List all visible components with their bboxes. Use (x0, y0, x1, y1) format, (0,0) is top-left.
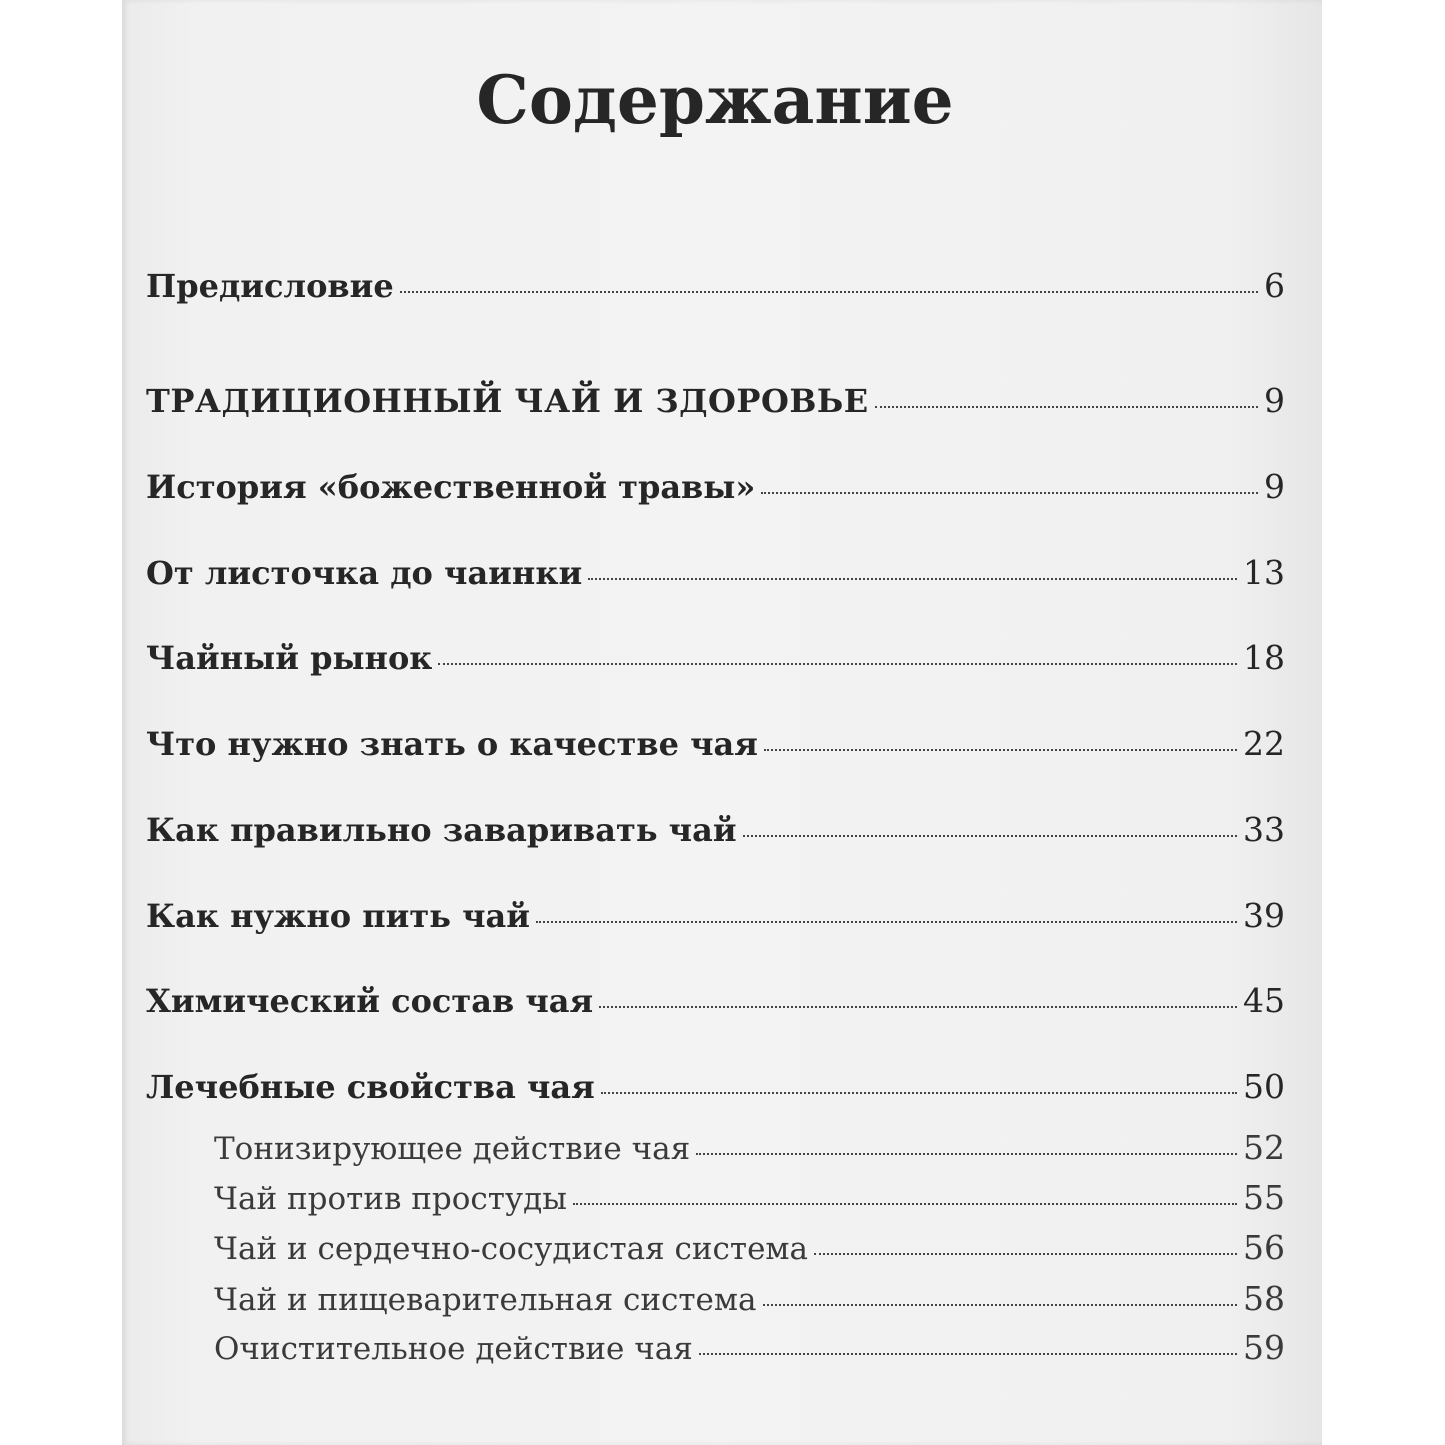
toc-page-number: 33 (1243, 810, 1285, 849)
toc-entry-healing (146, 1067, 1285, 1106)
dot-leader (814, 1253, 1237, 1255)
dot-leader (764, 749, 1237, 751)
toc-entry-history (146, 467, 1285, 506)
toc-page-number: 50 (1243, 1067, 1285, 1106)
toc-page-number: 45 (1243, 981, 1285, 1020)
toc-entry-label: Чайный рынок (146, 639, 433, 677)
toc-page-number: 6 (1264, 266, 1285, 305)
toc-entry-brewing (146, 810, 1285, 849)
toc-entry-section-traditional-tea (146, 381, 1285, 420)
dot-leader (588, 578, 1237, 580)
toc-entry-label: Химический состав чая (146, 982, 594, 1020)
dot-leader (400, 291, 1258, 293)
dot-leader (601, 1092, 1237, 1094)
toc-entry-label: Тонизирующее действие чая (214, 1131, 691, 1167)
dot-leader (699, 1353, 1237, 1355)
toc-page-number: 58 (1243, 1279, 1285, 1318)
toc-entry-drinking (146, 896, 1285, 935)
toc-entry-label: Чай против простуды (214, 1181, 567, 1217)
toc-entry-label: Как нужно пить чай (146, 897, 530, 935)
toc-entry-label: ТРАДИЦИОННЫЙ ЧАЙ И ЗДОРОВЬЕ (146, 382, 869, 420)
dot-leader (599, 1006, 1237, 1008)
toc-subentry-tonic (214, 1128, 1285, 1167)
toc-page-number: 13 (1243, 553, 1285, 592)
toc-entry-chemistry (146, 981, 1285, 1020)
dot-leader (696, 1153, 1237, 1155)
toc-subentry-digestive (214, 1279, 1285, 1318)
toc-entry-label: Лечебные свойства чая (146, 1068, 595, 1106)
toc-page-number: 56 (1243, 1228, 1285, 1267)
toc-entry-label: Что нужно знать о качестве чая (146, 725, 758, 763)
toc-entry-label: Чай и пищеварительная система (214, 1282, 757, 1318)
toc-page-number: 18 (1243, 638, 1285, 677)
toc-page-number: 9 (1264, 381, 1285, 420)
toc-entry-label: От листочка до чаинки (146, 554, 583, 592)
toc-entry-label: Чай и сердечно-сосудистая система (214, 1231, 809, 1267)
dot-leader (743, 835, 1237, 837)
toc-page-number: 22 (1243, 724, 1285, 763)
toc-entry-leaf-to-tea (146, 553, 1285, 592)
dot-leader (536, 921, 1237, 923)
toc-entry-preface (146, 266, 1285, 305)
toc-entry-label: Предисловие (146, 267, 394, 305)
toc-page-number: 59 (1243, 1328, 1285, 1367)
dot-leader (573, 1203, 1237, 1205)
toc-page-number: 55 (1243, 1178, 1285, 1217)
dot-leader (875, 406, 1258, 408)
toc-entry-label: Очистительное действие чая (214, 1331, 693, 1367)
toc-entry-label: История «божественной травы» (146, 468, 756, 506)
toc-entry-tea-market (146, 638, 1285, 677)
toc-entry-label: Как правильно заваривать чай (146, 811, 737, 849)
dot-leader (763, 1304, 1238, 1306)
toc-entry-tea-quality (146, 724, 1285, 763)
toc-page-number: 52 (1243, 1128, 1285, 1167)
dot-leader (438, 663, 1237, 665)
toc-page-number: 9 (1264, 467, 1285, 506)
toc-subentry-cleansing (214, 1328, 1285, 1367)
page-title: Содержание (476, 61, 954, 140)
toc-page-number: 39 (1243, 896, 1285, 935)
toc-subentry-cold (214, 1178, 1285, 1217)
dot-leader (761, 492, 1258, 494)
toc-subentry-cardio (214, 1228, 1285, 1267)
